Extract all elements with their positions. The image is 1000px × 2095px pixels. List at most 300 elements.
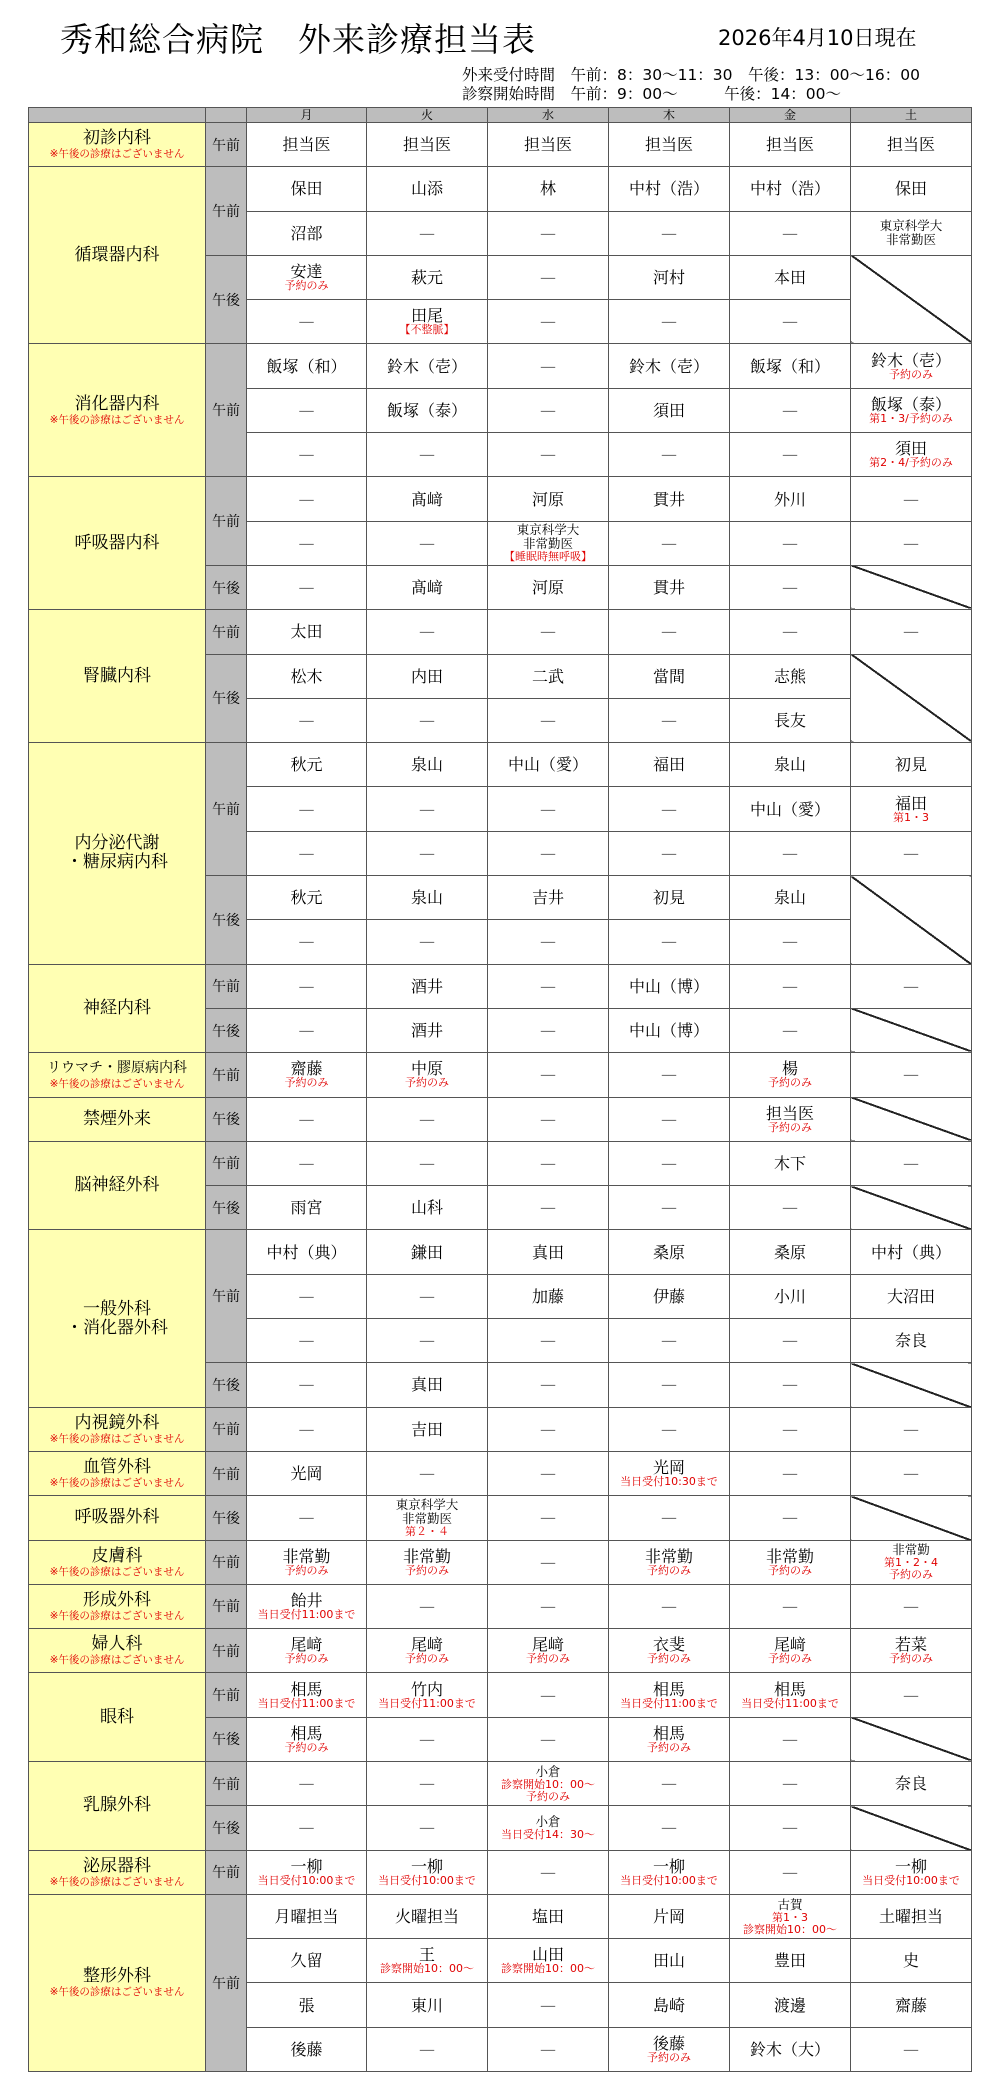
schedule-note: 第2・4/予約のみ bbox=[869, 456, 953, 470]
doctor-cell bbox=[247, 167, 367, 211]
doctor-name: 土曜担当 bbox=[878, 1907, 943, 1927]
start-hours: 診察開始時間 午前：9：00〜 午後：14：00〜 bbox=[462, 85, 842, 103]
doctor-cell bbox=[367, 433, 488, 477]
doctor-name: — bbox=[540, 1685, 556, 1705]
doctor-cell bbox=[851, 123, 972, 167]
doctor-cell bbox=[609, 1186, 730, 1230]
doctor-name: 吉田 bbox=[410, 1419, 443, 1439]
department-name bbox=[29, 1673, 206, 1762]
doctor-name: — bbox=[661, 445, 677, 465]
doctor-name: — bbox=[419, 932, 435, 952]
doctor-name: — bbox=[298, 489, 315, 509]
doctor-name: — bbox=[661, 223, 677, 243]
doctor-name: 齋藤 bbox=[894, 1995, 927, 2015]
closed-cell bbox=[851, 565, 972, 609]
doctor-name: — bbox=[782, 1596, 798, 1616]
session-label: 午後 bbox=[206, 1496, 247, 1540]
doctor-cell bbox=[488, 1008, 609, 1052]
doctor-cell bbox=[488, 211, 609, 255]
doctor-name: — bbox=[298, 1286, 315, 1306]
doctor-name: — bbox=[782, 445, 798, 465]
doctor-cell bbox=[367, 1540, 488, 1584]
doctor-name: 中村（典） bbox=[266, 1242, 347, 1262]
doctor-name: — bbox=[661, 1419, 677, 1439]
doctor-name: 太田 bbox=[290, 622, 323, 642]
day-header: 木 bbox=[609, 108, 730, 123]
doctor-name: 豊田 bbox=[773, 1951, 806, 1971]
doctor-name: 若菜 bbox=[894, 1635, 927, 1655]
doctor-cell bbox=[247, 1806, 367, 1850]
doctor-name: 東川 bbox=[410, 1995, 443, 2015]
table-row bbox=[29, 1141, 972, 1185]
doctor-name: 塩田 bbox=[531, 1907, 564, 1927]
doctor-name: 担当医 bbox=[644, 135, 693, 155]
doctor-name: 竹内 bbox=[410, 1679, 443, 1699]
doctor-cell bbox=[730, 698, 851, 742]
schedule-note: 予約のみ bbox=[284, 1563, 329, 1577]
doctor-cell bbox=[247, 2027, 367, 2071]
doctor-name: 大沼田 bbox=[886, 1286, 935, 1306]
doctor-cell bbox=[488, 1806, 609, 1850]
doctor-cell bbox=[609, 211, 730, 255]
doctor-name: — bbox=[782, 1729, 798, 1749]
doctor-cell bbox=[488, 1939, 609, 1983]
doctor-cell bbox=[609, 1806, 730, 1850]
doctor-cell bbox=[247, 1673, 367, 1717]
doctor-name: 泉山 bbox=[410, 888, 443, 908]
doctor-cell bbox=[488, 1584, 609, 1628]
schedule-note: 第２・４ bbox=[405, 1524, 449, 1538]
page-header bbox=[0, 0, 1000, 105]
doctor-name: 飴井 bbox=[290, 1590, 323, 1610]
table-row bbox=[29, 1053, 972, 1097]
session-label: 午後 bbox=[206, 1363, 247, 1407]
doctor-cell bbox=[488, 300, 609, 344]
table-row bbox=[29, 1629, 972, 1673]
doctor-cell bbox=[367, 1584, 488, 1628]
doctor-cell bbox=[730, 1761, 851, 1805]
no-afternoon-note: ※午後の診療はございません bbox=[49, 1432, 185, 1445]
doctor-name: — bbox=[298, 533, 315, 553]
schedule-table bbox=[28, 107, 972, 2072]
doctor-name: 相馬 bbox=[652, 1723, 685, 1743]
doctor-cell bbox=[851, 831, 972, 875]
doctor-cell bbox=[851, 433, 972, 477]
doctor-cell bbox=[247, 1097, 367, 1141]
doctor-name: 泉山 bbox=[773, 888, 806, 908]
session-label: 午前 bbox=[206, 477, 247, 566]
department-label: 乳腺外科 bbox=[83, 1795, 151, 1816]
closed-cell bbox=[851, 1008, 972, 1052]
schedule-note: 予約のみ bbox=[889, 1652, 933, 1666]
doctor-cell bbox=[488, 433, 609, 477]
doctor-cell bbox=[609, 1983, 730, 2027]
doctor-cell bbox=[851, 1584, 972, 1628]
department-label: 形成外科 bbox=[83, 1589, 151, 1610]
doctor-cell bbox=[247, 1141, 367, 1185]
doctor-name: — bbox=[419, 1331, 435, 1351]
doctor-name: — bbox=[419, 1729, 435, 1749]
doctor-cell bbox=[851, 787, 972, 831]
doctor-cell bbox=[247, 1451, 367, 1495]
doctor-name: — bbox=[661, 533, 677, 553]
session-label: 午前 bbox=[206, 1584, 247, 1628]
department-label: 一般外科 ・消化器外科 bbox=[66, 1298, 168, 1338]
doctor-cell bbox=[367, 1407, 488, 1451]
doctor-cell bbox=[367, 1053, 488, 1097]
department-name bbox=[29, 123, 206, 167]
doctor-name: — bbox=[782, 1331, 798, 1351]
doctor-name: — bbox=[540, 1596, 556, 1616]
doctor-cell bbox=[851, 521, 972, 565]
schedule-note: 予約のみ bbox=[526, 1652, 570, 1666]
doctor-name: 東京科学大 bbox=[879, 218, 943, 234]
doctor-cell bbox=[367, 964, 488, 1008]
doctor-name: 鈴木（壱） bbox=[870, 350, 951, 370]
session-label: 午前 bbox=[206, 743, 247, 876]
doctor-name: 河村 bbox=[652, 268, 685, 288]
schedule-note: 第1・3 bbox=[893, 810, 929, 824]
doctor-cell bbox=[730, 1230, 851, 1274]
department-name bbox=[29, 477, 206, 610]
doctor-name: — bbox=[661, 1065, 677, 1085]
schedule-note: 予約のみ bbox=[284, 279, 329, 293]
doctor-cell bbox=[367, 610, 488, 654]
schedule-note: 予約のみ bbox=[405, 1563, 449, 1577]
schedule-note: 当日受付14：30〜 bbox=[501, 1827, 595, 1841]
department-label: 皮膚科 bbox=[91, 1545, 143, 1566]
doctor-name: — bbox=[661, 1375, 677, 1395]
doctor-name: — bbox=[782, 843, 798, 863]
doctor-cell bbox=[851, 1850, 972, 1894]
closed-cell bbox=[851, 1806, 972, 1850]
doctor-name: 雨宮 bbox=[290, 1198, 323, 1218]
doctor-cell bbox=[730, 1097, 851, 1141]
doctor-name: — bbox=[661, 1153, 677, 1173]
doctor-name: 二武 bbox=[531, 666, 564, 686]
doctor-cell bbox=[247, 920, 367, 964]
doctor-cell bbox=[247, 1186, 367, 1230]
doctor-cell bbox=[609, 1407, 730, 1451]
doctor-cell bbox=[609, 565, 730, 609]
session-label: 午前 bbox=[206, 1761, 247, 1805]
doctor-cell bbox=[367, 1717, 488, 1761]
doctor-name: — bbox=[298, 976, 315, 996]
doctor-cell bbox=[488, 1230, 609, 1274]
doctor-name: 中村（浩） bbox=[749, 179, 830, 199]
doctor-cell bbox=[609, 123, 730, 167]
doctor-name: 非常勤医 bbox=[885, 232, 936, 248]
doctor-name: 楊 bbox=[781, 1059, 798, 1079]
doctor-cell bbox=[247, 1008, 367, 1052]
doctor-cell bbox=[247, 1274, 367, 1318]
doctor-cell bbox=[247, 610, 367, 654]
department-name bbox=[29, 743, 206, 964]
doctor-name: — bbox=[298, 1109, 315, 1129]
doctor-cell bbox=[851, 167, 972, 211]
doctor-name: — bbox=[298, 1021, 315, 1041]
session-label: 午前 bbox=[206, 1673, 247, 1717]
no-afternoon-note: ※午後の診療はございません bbox=[49, 148, 185, 161]
doctor-name: — bbox=[782, 1774, 798, 1794]
doctor-cell bbox=[247, 1761, 367, 1805]
no-afternoon-note: ※午後の診療はございません bbox=[49, 1565, 185, 1578]
doctor-name: — bbox=[661, 843, 677, 863]
doctor-cell bbox=[247, 831, 367, 875]
doctor-cell bbox=[730, 743, 851, 787]
doctor-name: — bbox=[298, 1331, 315, 1351]
doctor-cell bbox=[609, 255, 730, 299]
doctor-cell bbox=[247, 743, 367, 787]
doctor-name: 相馬 bbox=[290, 1723, 323, 1743]
doctor-name: 初見 bbox=[652, 888, 685, 908]
session-label: 午後 bbox=[206, 1717, 247, 1761]
doctor-name: 林 bbox=[539, 179, 556, 199]
doctor-name: — bbox=[661, 799, 677, 819]
table-row bbox=[29, 123, 972, 167]
doctor-cell bbox=[367, 255, 488, 299]
doctor-name: — bbox=[903, 1065, 919, 1085]
doctor-cell bbox=[247, 300, 367, 344]
doctor-cell bbox=[488, 255, 609, 299]
no-afternoon-note: ※午後の診療はございません bbox=[49, 1609, 185, 1622]
doctor-cell bbox=[609, 920, 730, 964]
schedule-note: 診察開始10：00〜 bbox=[501, 1777, 595, 1791]
department-name bbox=[29, 1141, 206, 1230]
doctor-cell bbox=[730, 1540, 851, 1584]
doctor-cell bbox=[488, 521, 609, 565]
doctor-name: — bbox=[903, 976, 919, 996]
doctor-name: 飯塚（和） bbox=[266, 356, 347, 376]
doctor-cell bbox=[247, 388, 367, 432]
doctor-cell bbox=[609, 1451, 730, 1495]
doctor-cell bbox=[247, 1717, 367, 1761]
schedule-note: 第1・2・4 bbox=[884, 1556, 938, 1570]
department-name bbox=[29, 1496, 206, 1540]
session-label: 午後 bbox=[206, 876, 247, 965]
doctor-cell bbox=[367, 1939, 488, 1983]
doctor-cell bbox=[488, 1496, 609, 1540]
doctor-name: 張 bbox=[298, 1995, 315, 2015]
doctor-cell bbox=[247, 123, 367, 167]
doctor-name: — bbox=[903, 843, 919, 863]
doctor-name: 月曜担当 bbox=[274, 1907, 339, 1927]
table-row bbox=[29, 964, 972, 1008]
department-name bbox=[29, 610, 206, 743]
doctor-name: — bbox=[540, 1109, 556, 1129]
doctor-name: 中山（愛） bbox=[507, 755, 588, 775]
doctor-cell bbox=[367, 1451, 488, 1495]
doctor-name: 相馬 bbox=[290, 1679, 323, 1699]
header-blank-session bbox=[206, 108, 247, 123]
doctor-cell bbox=[609, 831, 730, 875]
doctor-name: 田山 bbox=[652, 1951, 685, 1971]
doctor-cell bbox=[851, 1053, 972, 1097]
doctor-cell bbox=[851, 964, 972, 1008]
doctor-name: — bbox=[540, 976, 556, 996]
department-label: 禁煙外来 bbox=[83, 1108, 151, 1129]
no-afternoon-note: ※午後の診療はございません bbox=[49, 413, 185, 426]
session-label: 午後 bbox=[206, 565, 247, 609]
doctor-cell bbox=[247, 477, 367, 521]
doctor-cell bbox=[367, 167, 488, 211]
doctor-name: 尾﨑 bbox=[531, 1635, 564, 1655]
doctor-cell bbox=[488, 1540, 609, 1584]
doctor-name: — bbox=[540, 799, 556, 819]
doctor-name: 初見 bbox=[894, 755, 927, 775]
doctor-cell bbox=[609, 1008, 730, 1052]
doctor-name: — bbox=[903, 1153, 919, 1173]
doctor-name: — bbox=[419, 2039, 435, 2059]
doctor-cell bbox=[367, 123, 488, 167]
doctor-cell bbox=[730, 388, 851, 432]
session-label: 午前 bbox=[206, 1894, 247, 2071]
doctor-cell bbox=[367, 211, 488, 255]
day-header: 火 bbox=[367, 108, 488, 123]
doctor-cell bbox=[851, 1319, 972, 1363]
schedule-note: 予約のみ bbox=[889, 1568, 933, 1582]
doctor-cell bbox=[247, 876, 367, 920]
doctor-cell bbox=[488, 654, 609, 698]
doctor-cell bbox=[367, 1496, 488, 1540]
session-label: 午前 bbox=[206, 1540, 247, 1584]
doctor-cell bbox=[730, 787, 851, 831]
schedule-note: 【不整脈】 bbox=[399, 323, 455, 337]
doctor-name: 後藤 bbox=[652, 2033, 685, 2053]
doctor-name: 酒井 bbox=[410, 1021, 443, 1041]
doctor-name: 中山（愛） bbox=[749, 799, 830, 819]
doctor-name: — bbox=[903, 2039, 919, 2059]
doctor-name: — bbox=[298, 799, 315, 819]
doctor-cell bbox=[730, 255, 851, 299]
doctor-name: 久留 bbox=[290, 1951, 323, 1971]
doctor-cell bbox=[730, 1319, 851, 1363]
doctor-name: — bbox=[540, 622, 556, 642]
doctor-cell bbox=[730, 1186, 851, 1230]
doctor-cell bbox=[851, 1540, 972, 1584]
doctor-cell bbox=[851, 743, 972, 787]
doctor-name: 加藤 bbox=[531, 1286, 564, 1306]
doctor-cell bbox=[247, 255, 367, 299]
schedule-note: 予約のみ bbox=[526, 1789, 570, 1803]
doctor-cell bbox=[730, 1053, 851, 1097]
doctor-name: — bbox=[661, 1109, 677, 1129]
doctor-name: 須田 bbox=[652, 400, 685, 420]
doctor-name: 小倉 bbox=[535, 1763, 561, 1779]
doctor-cell bbox=[488, 1407, 609, 1451]
schedule-note: 当日受付11:00まで bbox=[257, 1607, 356, 1621]
department-name bbox=[29, 1053, 206, 1097]
doctor-cell bbox=[247, 565, 367, 609]
doctor-cell bbox=[488, 1319, 609, 1363]
doctor-name: — bbox=[903, 1464, 919, 1484]
doctor-cell bbox=[488, 388, 609, 432]
department-name bbox=[29, 1850, 206, 1894]
doctor-name: — bbox=[298, 843, 315, 863]
department-label: リウマチ・膠原病内科 bbox=[47, 1060, 187, 1077]
doctor-cell bbox=[367, 344, 488, 388]
doctor-name: — bbox=[540, 1065, 556, 1085]
doctor-cell bbox=[609, 477, 730, 521]
department-label: 脳神経外科 bbox=[74, 1175, 160, 1196]
session-label: 午前 bbox=[206, 1850, 247, 1894]
doctor-name: — bbox=[540, 1198, 556, 1218]
doctor-cell bbox=[730, 1451, 851, 1495]
doctor-cell bbox=[609, 1319, 730, 1363]
doctor-name: — bbox=[540, 312, 556, 332]
doctor-cell bbox=[488, 1141, 609, 1185]
doctor-name: 桑原 bbox=[652, 1242, 685, 1262]
doctor-name: — bbox=[298, 932, 315, 952]
doctor-cell bbox=[247, 1939, 367, 1983]
doctor-name: — bbox=[298, 1508, 315, 1528]
doctor-cell bbox=[247, 964, 367, 1008]
doctor-name: 河原 bbox=[531, 489, 564, 509]
schedule-note: 当日受付10:00まで bbox=[257, 1873, 356, 1887]
doctor-name: 當間 bbox=[652, 666, 685, 686]
doctor-name: — bbox=[782, 1021, 798, 1041]
doctor-cell bbox=[851, 1629, 972, 1673]
schedule-note: 予約のみ bbox=[647, 1740, 691, 1754]
schedule-note: 予約のみ bbox=[647, 2050, 691, 2064]
doctor-name: — bbox=[540, 843, 556, 863]
schedule-note: 予約のみ bbox=[284, 1652, 329, 1666]
doctor-cell bbox=[367, 1230, 488, 1274]
doctor-cell bbox=[730, 167, 851, 211]
doctor-cell bbox=[367, 1983, 488, 2027]
doctor-cell bbox=[367, 1274, 488, 1318]
doctor-name: 東京科学大 bbox=[395, 1496, 459, 1512]
doctor-cell bbox=[851, 211, 972, 255]
doctor-name: 真田 bbox=[531, 1242, 564, 1262]
doctor-cell bbox=[488, 1274, 609, 1318]
doctor-name: 保田 bbox=[894, 179, 927, 199]
doctor-cell bbox=[488, 1673, 609, 1717]
doctor-name: 志熊 bbox=[773, 666, 806, 686]
doctor-cell bbox=[488, 1363, 609, 1407]
day-header: 水 bbox=[488, 108, 609, 123]
doctor-name: 飯塚（泰） bbox=[386, 400, 467, 420]
doctor-name: 非常勤医 bbox=[401, 1510, 452, 1526]
department-name bbox=[29, 344, 206, 477]
doctor-cell bbox=[851, 1141, 972, 1185]
session-label: 午前 bbox=[206, 1141, 247, 1185]
closed-cell bbox=[851, 876, 972, 965]
session-label: 午前 bbox=[206, 1053, 247, 1097]
doctor-name: 吉井 bbox=[531, 888, 564, 908]
doctor-cell bbox=[247, 698, 367, 742]
session-label: 午前 bbox=[206, 964, 247, 1008]
closed-cell bbox=[851, 1717, 972, 1761]
doctor-cell bbox=[730, 1673, 851, 1717]
doctor-cell bbox=[730, 1939, 851, 1983]
doctor-cell bbox=[609, 1761, 730, 1805]
doctor-name: — bbox=[540, 356, 556, 376]
doctor-name: — bbox=[298, 445, 315, 465]
schedule-note: 予約のみ bbox=[768, 1563, 812, 1577]
doctor-name: 飯塚（泰） bbox=[870, 394, 951, 414]
doctor-name: — bbox=[298, 312, 315, 332]
schedule-note: 当日受付10:30まで bbox=[620, 1475, 718, 1489]
doctor-cell bbox=[488, 743, 609, 787]
session-label: 午後 bbox=[206, 1008, 247, 1052]
doctor-name: 光岡 bbox=[290, 1464, 323, 1484]
session-label: 午前 bbox=[206, 1230, 247, 1363]
doctor-cell bbox=[367, 388, 488, 432]
doctor-name: 伊藤 bbox=[652, 1286, 685, 1306]
doctor-cell bbox=[609, 698, 730, 742]
header-blank-dept bbox=[29, 108, 206, 123]
